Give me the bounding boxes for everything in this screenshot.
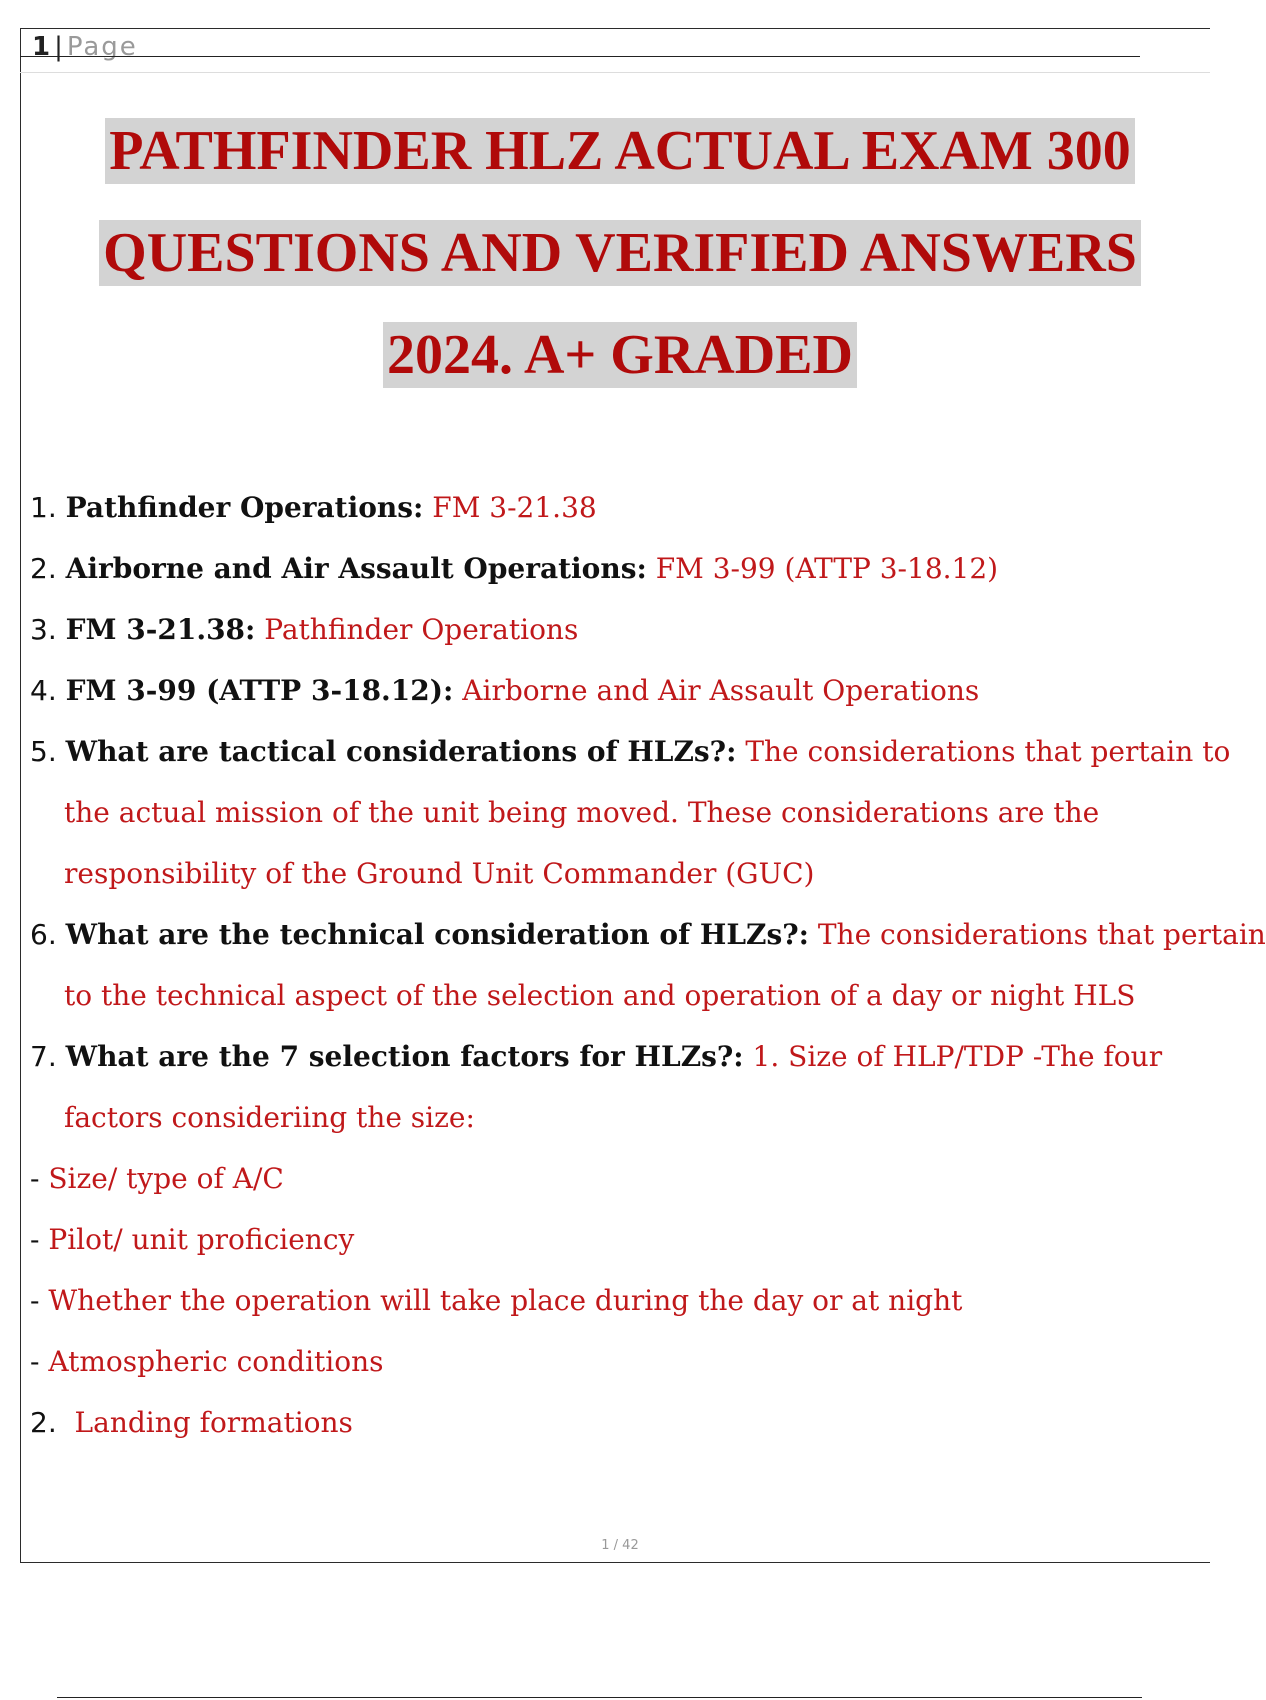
- answer-continuation: [30, 852, 1200, 913]
- answer-continuation: [30, 1096, 1200, 1157]
- item-number: 3.: [30, 613, 57, 646]
- question: What are the technical consideration of HLZs?:: [65, 918, 809, 951]
- title-line-2: QUESTIONS AND VERIFIED ANSWERS: [99, 220, 1141, 286]
- list-item: [30, 608, 1200, 669]
- question: Pathfinder Operations:: [65, 491, 424, 524]
- answer: Airborne and Air Assault Operations: [462, 674, 980, 707]
- header-separator: |: [54, 32, 63, 62]
- page-number: 1: [32, 32, 51, 62]
- question: What are the 7 selection factors for HLZs?:: [65, 1040, 744, 1073]
- list-item: [30, 1401, 1200, 1462]
- bullet-item: [30, 1279, 1200, 1340]
- list-item: [30, 486, 1200, 547]
- bullet-marker: -: [30, 1345, 40, 1378]
- bullet-marker: -: [30, 1162, 40, 1195]
- header-rule-light: [20, 72, 1210, 73]
- answer-text: the actual mission of the unit being moved. These considerations are the: [64, 796, 1100, 829]
- qa-list: [30, 486, 1266, 1462]
- header-rule: [20, 56, 1140, 57]
- bullet-text: Size/ type of A/C: [48, 1162, 284, 1195]
- bullet-text: Pilot/ unit proficiency: [48, 1223, 355, 1256]
- item-number: 1.: [30, 491, 57, 524]
- answer: The considerations that pertain: [817, 918, 1266, 951]
- page-count: 1 / 42: [601, 1538, 639, 1553]
- item-number: 6.: [30, 918, 57, 951]
- list-item: [30, 669, 1200, 730]
- answer: FM 3-99 (ATTP 3-18.12): [655, 552, 999, 585]
- answer-continuation: [30, 791, 1200, 852]
- answer: The considerations that pertain to: [745, 735, 1231, 768]
- answer: FM 3-21.38: [432, 491, 597, 524]
- list-item: [30, 1035, 1200, 1096]
- bullet-text: Whether the operation will take place during the day or at night: [48, 1284, 963, 1317]
- bullet-marker: -: [30, 1284, 40, 1317]
- question: What are tactical considerations of HLZs?:: [65, 735, 737, 768]
- item-text: Landing formations: [74, 1406, 353, 1439]
- item-number: 2.: [30, 1406, 57, 1439]
- next-page-rule: [57, 1697, 1142, 1698]
- answer-text: responsibility of the Ground Unit Commander (GUC): [64, 857, 815, 890]
- answer-continuation: [30, 974, 1200, 1035]
- item-number: 4.: [30, 674, 57, 707]
- list-item: [30, 913, 1266, 974]
- list-item: [30, 547, 1200, 608]
- bullet-item: [30, 1340, 1200, 1401]
- item-number: 7.: [30, 1040, 57, 1073]
- question: Airborne and Air Assault Operations:: [65, 552, 647, 585]
- question: FM 3-21.38:: [65, 613, 256, 646]
- title-line-3: 2024. A+ GRADED: [383, 322, 857, 388]
- document-title: [30, 118, 1210, 424]
- page-header: [32, 32, 138, 62]
- bullet-marker: -: [30, 1223, 40, 1256]
- item-number: 2.: [30, 552, 57, 585]
- bullet-item: [30, 1157, 1200, 1218]
- answer-text: factors consideriing the size:: [64, 1101, 475, 1134]
- answer: Pathfinder Operations: [264, 613, 579, 646]
- item-number: 5.: [30, 735, 57, 768]
- question: FM 3-99 (ATTP 3-18.12):: [65, 674, 454, 707]
- bullet-text: Atmospheric conditions: [48, 1345, 384, 1378]
- answer: 1. Size of HLP/TDP -The four: [752, 1040, 1163, 1073]
- bullet-item: [30, 1218, 1200, 1279]
- list-item: [30, 730, 1231, 791]
- answer-text: to the technical aspect of the selection and operation of a day or night HLS: [64, 979, 1136, 1012]
- title-line-1: PATHFINDER HLZ ACTUAL EXAM 300: [105, 118, 1135, 184]
- page-label: Page: [66, 32, 138, 62]
